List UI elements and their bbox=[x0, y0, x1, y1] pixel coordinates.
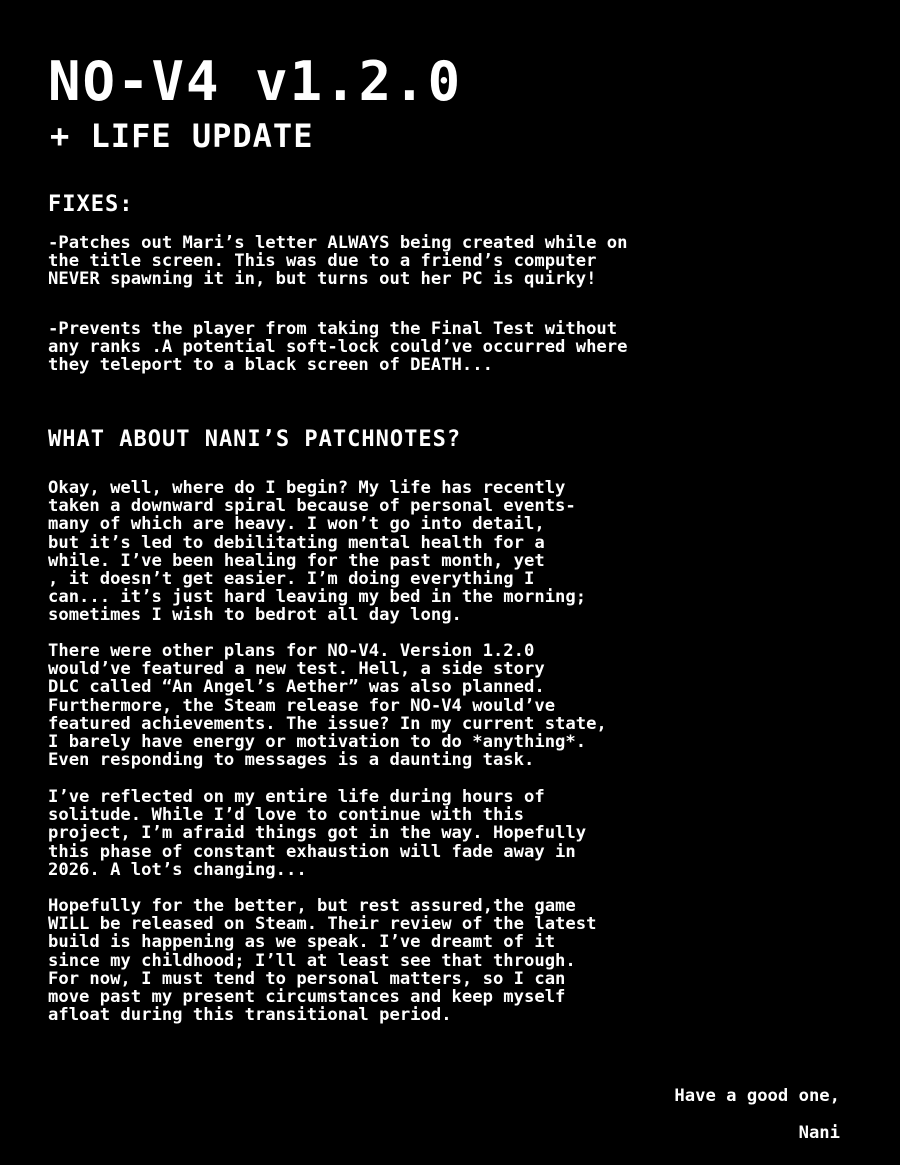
life-update-paragraph: There were other plans for NO-V4. Version 1.2.0 would’ve featured a new test. Hell, a side story DLC called “An Angel’s Aether” was also planned. Furthermore, the Steam release for NO-V4 would’ve featured achievements. The issue? In my current state, I barely have energy or motivation to do *anything*. Even responding to messages is a daunting task. bbox=[48, 641, 607, 771]
life-update-paragraph: Okay, well, where do I begin? My life has recently taken a downward spiral because of personal events- many of which are heavy. I won’t go into detail, but it’s led to debilitating mental health for a while. I’ve been healing for the past month, yet , it doesn’t get easier. I’m doing everything I can... it’s just hard leaving my bed in the morning; sometimes I wish to bedrot all day long. bbox=[48, 478, 587, 626]
fixes-heading: FIXES: bbox=[48, 192, 134, 217]
life-update-paragraph: Hopefully for the better, but rest assured,the game WILL be released on Steam. Their review of the latest build is happening as we speak. I’ve dreamt of it since my childhood; I’ll at least see that through. For now, I must tend to personal matters, so I can move past my present circumstances and keep myself afloat during this transitional period. bbox=[48, 896, 597, 1026]
life-update-paragraph: I’ve reflected on my entire life during hours of solitude. While I’d love to continue with this project, I’m afraid things got in the way. Hopefully this phase of constant exhaustion will fade away in 2026. A lot’s changing... bbox=[48, 787, 587, 880]
signoff bbox=[674, 1069, 840, 1160]
signoff-author: Nani bbox=[798, 1122, 840, 1143]
page-subtitle: + LIFE UPDATE bbox=[50, 117, 314, 155]
fix-item: -Prevents the player from taking the Final Test without any ranks .A potential soft-lock could’ve occurred where they teleport to a black screen of DEATH... bbox=[48, 319, 628, 376]
page-title: NO-V4 v1.2.0 bbox=[48, 50, 463, 113]
fix-item: -Patches out Mari’s letter ALWAYS being created while on the title screen. This was due to a friend’s computer NEVER spawning it in, but turns out her PC is quirky! bbox=[48, 233, 628, 290]
signoff-greeting: Have a good one, bbox=[674, 1086, 840, 1107]
patchnotes-heading: WHAT ABOUT NANI’S PATCHNOTES? bbox=[48, 427, 462, 452]
